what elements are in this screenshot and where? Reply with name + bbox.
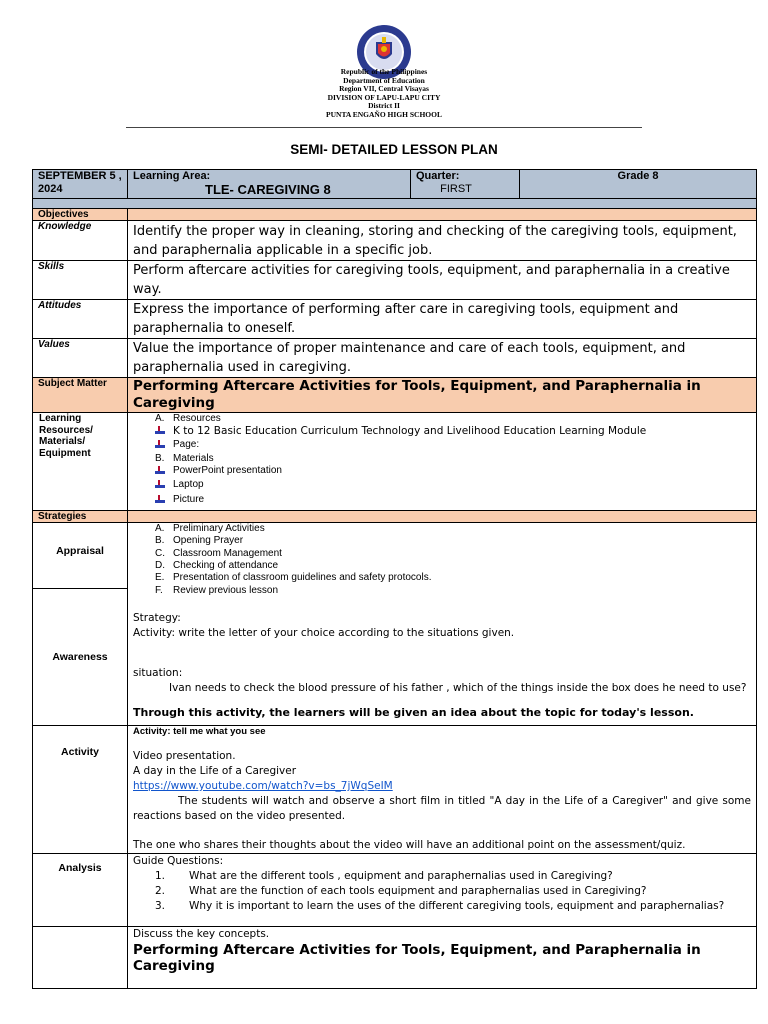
- learning-area-cell: [128, 170, 411, 199]
- lesson-plan-table: [32, 169, 757, 989]
- objectives-label: Objectives: [33, 209, 128, 221]
- list-item: D. Checking of attendance: [155, 559, 279, 571]
- activity-instruction: Activity: write the letter of your choice according to the situations given.: [133, 626, 515, 639]
- values-text: Value the importance of proper maintenance and care of each tools, equipment, and paraphernalia used in caregiving.: [128, 339, 757, 378]
- quarter-value: FIRST: [440, 183, 472, 195]
- abstraction-label: [33, 926, 128, 988]
- subject-matter-text: Performing Aftercare Activities for Tools, Equipment, and Paraphernalia in Caregiving: [128, 378, 757, 413]
- list-item: E. Presentation of classroom guidelines and safety protocols.: [155, 572, 432, 584]
- list-item: F. Review previous lesson: [155, 584, 279, 596]
- header-line: DIVISION OF LAPU-LAPU CITY: [327, 92, 441, 102]
- abstraction-row: [33, 926, 757, 988]
- header-lines: [0, 68, 768, 119]
- question-item: 2. What are the function of each tools equipment and paraphernalias used in Caregiving?: [155, 884, 647, 897]
- attitudes-label: Attitudes: [33, 300, 128, 339]
- skills-row: [33, 261, 757, 300]
- activity-heading: Activity: tell me what you see: [133, 725, 266, 737]
- arrow-bullet-icon: [155, 439, 169, 449]
- analysis-row: [33, 853, 757, 926]
- guide-questions-heading: Guide Questions:: [133, 854, 224, 867]
- spacer-row: [33, 199, 757, 209]
- arrow-bullet-icon: [155, 465, 169, 475]
- activity-row: [33, 725, 757, 853]
- arrow-bullet-icon: [155, 425, 169, 435]
- resources-label: Learning Resources/ Materials/ Equipment: [33, 413, 128, 511]
- subject-matter-label: Subject Matter: [33, 378, 128, 413]
- header-line: District II: [368, 101, 400, 110]
- strategy-label: Strategy:: [133, 611, 181, 624]
- header-line: PUNTA ENGAÑO HIGH SCHOOL: [326, 109, 442, 119]
- strategies-label: Strategies: [33, 511, 128, 523]
- appraisal-label: Appraisal: [33, 523, 128, 589]
- activity-cell: [128, 725, 757, 853]
- strategies-row: [33, 511, 757, 523]
- appraisal-row: [33, 523, 757, 589]
- skills-text: Perform aftercare activities for caregiving tools, equipment, and paraphernalia in a creative way.: [128, 261, 757, 300]
- resources-row: [33, 413, 757, 511]
- attitudes-text: Express the importance of performing after care in caregiving tools, equipment and paraphernalia to oneself.: [128, 300, 757, 339]
- appraisal-and-awareness-cell: [128, 523, 757, 726]
- date-cell: SEPTEMBER 5 , 2024: [33, 170, 128, 199]
- header-line: Republic of the Philippines: [340, 67, 428, 76]
- resources-list: [128, 413, 757, 511]
- list-item: Laptop: [133, 479, 751, 493]
- list-item: Page:: [133, 439, 751, 453]
- attitudes-row: [33, 300, 757, 339]
- analysis-cell: [128, 853, 757, 926]
- knowledge-text: Identify the proper way in cleaning, storing and checking of the caregiving tools, equipment, and paraphernalia applicable in a specific job.: [128, 221, 757, 261]
- learning-area-label: Learning Area:: [133, 170, 211, 182]
- list-item: K to 12 Basic Education Curriculum Technology and Livelihood Education Learning Module: [133, 425, 751, 438]
- list-item: PowerPoint presentation: [133, 465, 751, 479]
- abstraction-topic: Performing Aftercare Activities for Tools, Equipment, and Paraphernalia in Caregiving: [133, 941, 701, 974]
- abstraction-cell: [128, 926, 757, 988]
- values-label: Values: [33, 339, 128, 378]
- activity-label: Activity: [33, 725, 128, 853]
- list-item: Picture: [133, 494, 751, 508]
- arrow-bullet-icon: [155, 479, 169, 489]
- video-description: The students will watch and observe a short film in titled "A day in the Life of a Caregiver" and give some reactions based on the video presented.: [133, 794, 751, 822]
- discuss-text: Discuss the key concepts.: [133, 927, 270, 940]
- awareness-note: Through this activity, the learners will be given an idea about the topic for today's lesson.: [133, 705, 694, 719]
- question-item: 1. What are the different tools , equipment and paraphernalias used in Caregiving?: [155, 869, 613, 882]
- situation-text: Ivan needs to check the blood pressure of his father , which of the things inside the box does he need to use?: [169, 681, 747, 694]
- info-row: [33, 170, 757, 199]
- page-title: SEMI- DETAILED LESSON PLAN: [290, 142, 498, 157]
- header-line: Region VII, Central Visayas: [339, 84, 429, 93]
- video-title: A day in the Life of a Caregiver: [133, 764, 297, 777]
- list-item: A. Preliminary Activities: [155, 523, 265, 535]
- list-item: C. Classroom Management: [155, 547, 282, 559]
- objectives-row: [33, 209, 757, 221]
- list-item: B. Materials: [155, 452, 214, 464]
- situation-label: situation:: [133, 666, 183, 679]
- grade-cell: Grade 8: [520, 170, 757, 199]
- header-line: Department of Education: [343, 75, 425, 85]
- video-link[interactable]: https://www.youtube.com/watch?v=bs_7jWqSeIM: [133, 779, 393, 792]
- values-row: [33, 339, 757, 378]
- subject-matter-row: [33, 378, 757, 413]
- learning-area-value: TLE- CAREGIVING 8: [205, 182, 331, 197]
- knowledge-row: [33, 221, 757, 261]
- bonus-note: The one who shares their thoughts about the video will have an additional point on the assessment/quiz.: [133, 838, 686, 851]
- skills-label: Skills: [33, 261, 128, 300]
- awareness-label: Awareness: [33, 588, 128, 725]
- knowledge-label: Knowledge: [33, 221, 128, 261]
- video-label: Video presentation.: [133, 749, 236, 762]
- question-item: 3. Why it is important to learn the uses of the different caregiving tools, equipment and paraphernalias?: [155, 899, 725, 912]
- arrow-bullet-icon: [155, 494, 169, 504]
- quarter-cell: [411, 170, 520, 199]
- list-item: A. Resources: [155, 413, 221, 424]
- analysis-label: Analysis: [33, 853, 128, 926]
- quarter-label: Quarter:: [416, 170, 460, 182]
- list-item: B. Opening Prayer: [155, 535, 244, 547]
- header-divider: [126, 127, 642, 128]
